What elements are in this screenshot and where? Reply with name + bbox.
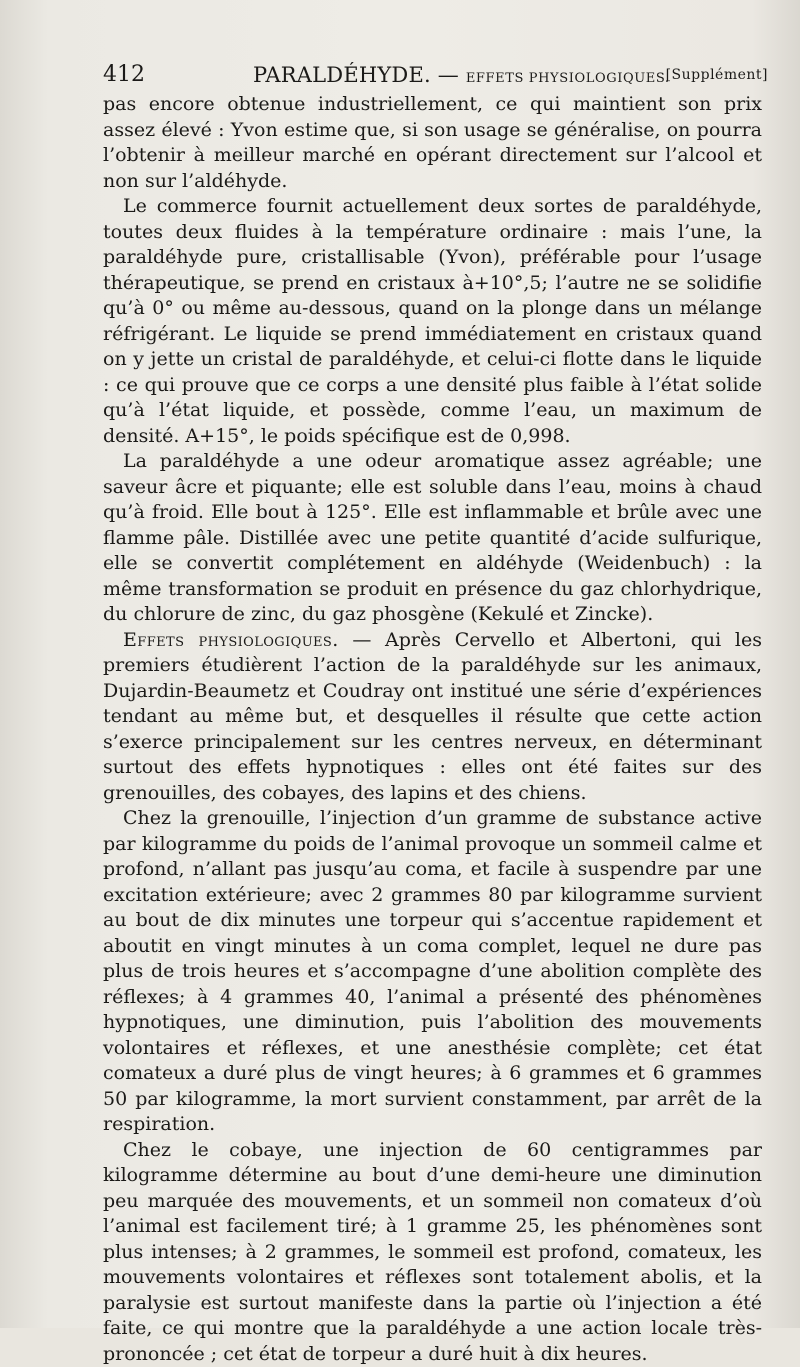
header-subtitle: EFFETS PHYSIOLOGIQUES. [466,71,670,86]
paragraph-2: Le commerce fournit actuellement deux sortes de paraldéhyde, toutes deux fluides à la température ordinaire : mais l’une, la paraldéhyde pure, cristallisable (Yvon), préférable pour l’usage thérapeutique, se prend en cristaux à+10°,5; l’autre ne se solidifie qu’à 0° ou même au-dessous, quand on la plonge dans un mélange réfrigérant. Le liquide se prend immédiatement en cristaux quand on y jette un cristal de paraldéhyde, et celui-ci flotte dans le liquide : ce qui prouve que ce corps a une densité plus faible à l’état solide qu’à l’état liquide, et possède, comme l’eau, un maximum de densité. A+15°, le poids spécifique est de 0,998. [103,194,762,449]
paragraph-5: Chez la grenouille, l’injection d’un gramme de substance active par kilogramme du poids de l’animal provoque un sommeil calme et profond, n’allant pas jusqu’au coma, et facile à suspendre par une excitation extérieure; avec 2 grammes 80 par kilogramme survient au bout de dix minutes une torpeur qui s’accentue rapidement et aboutit en vingt minutes à un coma complet, lequel ne dure pas plus de trois heures et s’accompagne d’une abolition complète des réflexes; à 4 grammes 40, l’animal a présenté des phénomènes hypnotiques, une diminution, puis l’abolition des mouvements volontaires et réflexes, et une anesthésie complète; cet état comateux a duré plus de vingt heures; à 6 grammes et 6 grammes 50 par kilogramme, la mort survient constamment, par arrêt de la respiration. [103,806,762,1138]
paragraph-6: Chez le cobaye, une injection de 60 centigrammes par kilogramme détermine au bout d’une demi-heure une diminution peu marquée des mouvements, et un sommeil non comateux d’où l’animal est facilement tiré; à 1 gramme 25, les phénomènes sont plus intenses; à 2 grammes, le sommeil est profond, comateux, les mouvements volontaires et réflexes sont totalement abolis, et la paralysie est surtout manifeste dans la partie où l’injection a été faite, ce qui montre que la paraldéhyde a une action locale très-prononcée ; cet état de torpeur a duré huit à dix heures. [103,1138,762,1367]
section-tag: [Supplément] [666,60,768,90]
paragraph-4-text: — Après Cervello et Albertoni, qui les premiers étudièrent l’action de la paraldéhyde sur les animaux, Dujardin-Beaumetz et Coudray ont institué une série d’expériences tendant au même but, et desquelles il résulte que cette action s’exerce principalement sur les centres nerveux, en déterminant surtout des effets hypnotiques : elles ont été faites sur des grenouilles, des cobayes, des lapins et des chiens. [103,629,762,804]
header-dash: — [431,63,466,87]
paragraph-3: La paraldéhyde a une odeur aromatique assez agréable; une saveur âcre et piquante; elle est soluble dans l’eau, moins à chaud qu’à froid. Elle bout à 125°. Elle est inflammable et brûle avec une flamme pâle. Distillée avec une petite quantité d’acide sulfurique, elle se convertit complétement en aldéhyde (Weidenbuch) : la même transformation se produit en présence du gaz chlorhydrique, du chlorure de zinc, du gaz phosgène (Kekulé et Zincke). [103,449,762,628]
section-heading: Effets physiologiques. [123,629,339,651]
paragraph-1: pas encore obtenue industriellement, ce qui maintient son prix assez élevé : Yvon estime que, si son usage se généralise, on pourra l’obtenir à meilleur marché en opérant directement sur l’alcool et non sur l’aldéhyde. [103,92,762,194]
running-header [103,60,768,90]
paragraph-4 [103,628,762,807]
running-title [253,60,670,94]
header-title: PARALDÉHYDE. [253,63,431,87]
body-text [103,92,762,1367]
page-number: 412 [103,60,145,90]
